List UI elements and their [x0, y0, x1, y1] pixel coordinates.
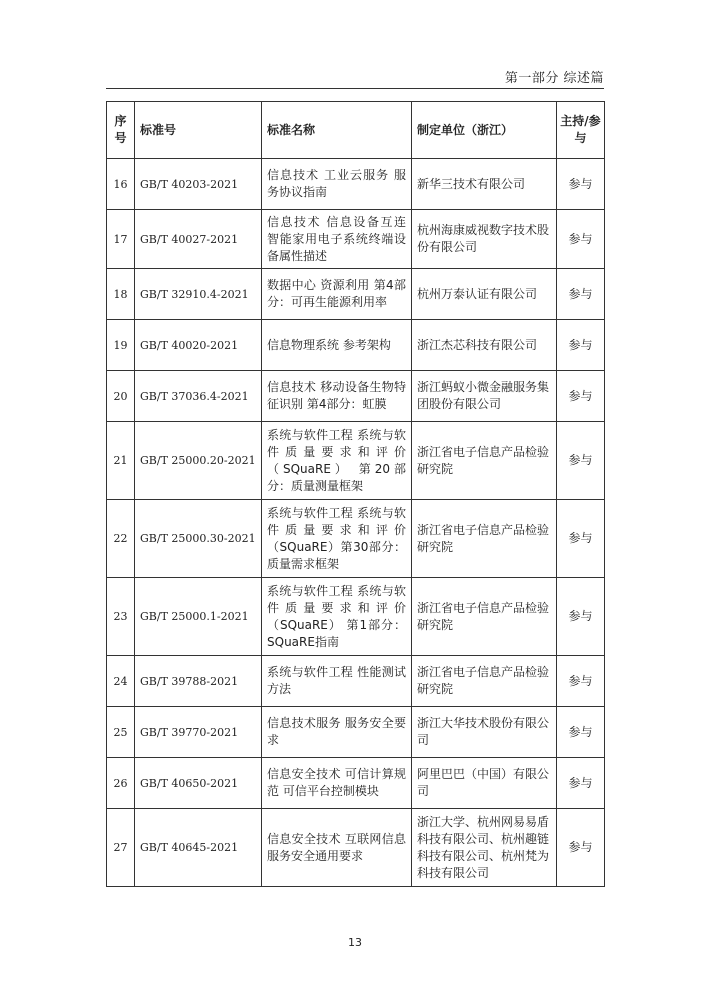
- cell-role: 参与: [557, 422, 605, 500]
- cell-no: 26: [107, 758, 135, 809]
- cell-no: 25: [107, 707, 135, 758]
- cell-code: GB/T 37036.4-2021: [135, 371, 262, 422]
- cell-org: 浙江省电子信息产品检验研究院: [412, 500, 557, 578]
- cell-no: 16: [107, 159, 135, 210]
- cell-org: 浙江蚂蚁小微金融服务集团股份有限公司: [412, 371, 557, 422]
- cell-org: 浙江省电子信息产品检验研究院: [412, 422, 557, 500]
- cell-name: 信息安全技术 互联网信息服务安全通用要求: [262, 809, 412, 887]
- cell-role: 参与: [557, 320, 605, 371]
- table-row: [107, 371, 605, 422]
- table-row: [107, 758, 605, 809]
- table-row: [107, 809, 605, 887]
- cell-role: 参与: [557, 500, 605, 578]
- cell-org: 浙江大学、杭州网易易盾科技有限公司、杭州趣链科技有限公司、杭州梵为科技有限公司: [412, 809, 557, 887]
- cell-name: 信息技术 工业云服务 服务协议指南: [262, 159, 412, 210]
- cell-role: 参与: [557, 656, 605, 707]
- col-header-no: 序号: [107, 102, 135, 159]
- cell-code: GB/T 40203-2021: [135, 159, 262, 210]
- cell-role: 参与: [557, 707, 605, 758]
- standards-table: [106, 101, 605, 887]
- cell-org: 浙江大华技术股份有限公司: [412, 707, 557, 758]
- page-number: 13: [348, 936, 362, 949]
- cell-org: 杭州海康威视数字技术股份有限公司: [412, 210, 557, 269]
- table-row: [107, 320, 605, 371]
- cell-code: GB/T 40645-2021: [135, 809, 262, 887]
- cell-no: 23: [107, 578, 135, 656]
- col-header-role: 主持/参与: [557, 102, 605, 159]
- table-row: [107, 159, 605, 210]
- table-row: [107, 210, 605, 269]
- cell-role: 参与: [557, 210, 605, 269]
- page-header: [106, 66, 604, 89]
- table-header-row: [107, 102, 605, 159]
- col-header-code: 标准号: [135, 102, 262, 159]
- cell-role: 参与: [557, 371, 605, 422]
- cell-org: 浙江省电子信息产品检验研究院: [412, 578, 557, 656]
- cell-name: 系统与软件工程 系统与软件质量要求和评价（SQuaRE） 第20部分：质量测量框架: [262, 422, 412, 500]
- cell-code: GB/T 25000.1-2021: [135, 578, 262, 656]
- cell-name: 系统与软件工程 系统与软件质量要求和评价（SQuaRE） 第1部分：SQuaRE指南: [262, 578, 412, 656]
- cell-code: GB/T 25000.20-2021: [135, 422, 262, 500]
- cell-role: 参与: [557, 578, 605, 656]
- cell-code: GB/T 25000.30-2021: [135, 500, 262, 578]
- table-row: [107, 707, 605, 758]
- col-header-name: 标准名称: [262, 102, 412, 159]
- cell-name: 系统与软件工程 系统与软件质量要求和评价（SQuaRE）第30部分：质量需求框架: [262, 500, 412, 578]
- table-row: [107, 578, 605, 656]
- cell-code: GB/T 40650-2021: [135, 758, 262, 809]
- cell-no: 19: [107, 320, 135, 371]
- cell-code: GB/T 39770-2021: [135, 707, 262, 758]
- cell-no: 24: [107, 656, 135, 707]
- cell-name: 信息技术 信息设备互连 智能家用电子系统终端设备属性描述: [262, 210, 412, 269]
- cell-code: GB/T 40020-2021: [135, 320, 262, 371]
- cell-name: 系统与软件工程 性能测试方法: [262, 656, 412, 707]
- table-row: [107, 422, 605, 500]
- cell-code: GB/T 39788-2021: [135, 656, 262, 707]
- cell-org: 新华三技术有限公司: [412, 159, 557, 210]
- cell-no: 27: [107, 809, 135, 887]
- table-row: [107, 500, 605, 578]
- cell-org: 杭州万泰认证有限公司: [412, 269, 557, 320]
- cell-name: 数据中心 资源利用 第4部分：可再生能源利用率: [262, 269, 412, 320]
- table-row: [107, 656, 605, 707]
- table-row: [107, 269, 605, 320]
- cell-no: 20: [107, 371, 135, 422]
- cell-name: 信息技术服务 服务安全要求: [262, 707, 412, 758]
- cell-name: 信息物理系统 参考架构: [262, 320, 412, 371]
- cell-role: 参与: [557, 809, 605, 887]
- col-header-org: 制定单位（浙江）: [412, 102, 557, 159]
- cell-role: 参与: [557, 269, 605, 320]
- cell-org: 浙江杰芯科技有限公司: [412, 320, 557, 371]
- cell-name: 信息安全技术 可信计算规范 可信平台控制模块: [262, 758, 412, 809]
- cell-no: 21: [107, 422, 135, 500]
- cell-no: 22: [107, 500, 135, 578]
- cell-code: GB/T 40027-2021: [135, 210, 262, 269]
- cell-role: 参与: [557, 159, 605, 210]
- cell-no: 18: [107, 269, 135, 320]
- cell-role: 参与: [557, 758, 605, 809]
- cell-org: 浙江省电子信息产品检验研究院: [412, 656, 557, 707]
- cell-code: GB/T 32910.4-2021: [135, 269, 262, 320]
- section-title: 第一部分 综述篇: [504, 71, 604, 86]
- cell-no: 17: [107, 210, 135, 269]
- cell-name: 信息技术 移动设备生物特征识别 第4部分：虹膜: [262, 371, 412, 422]
- cell-org: 阿里巴巴（中国）有限公司: [412, 758, 557, 809]
